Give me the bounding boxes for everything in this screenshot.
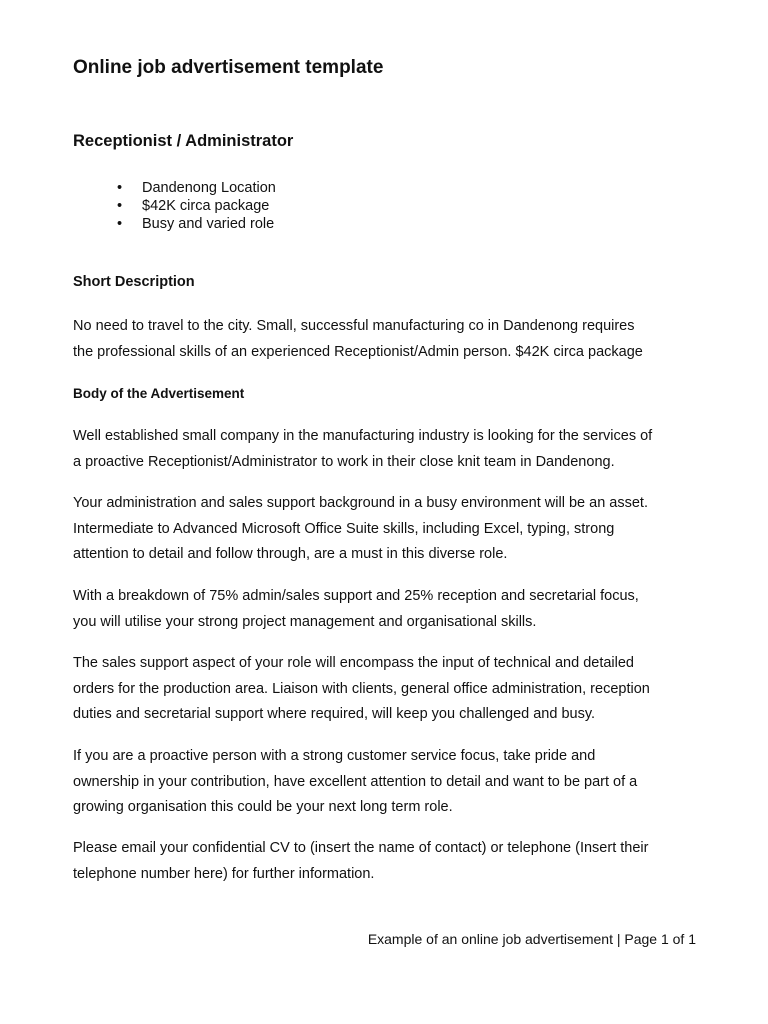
bullet-icon: •	[117, 198, 123, 214]
text-line: the professional skills of an experienced Receptionist/Admin person. $42K circa package	[73, 343, 643, 360]
body-paragraph	[73, 491, 703, 568]
text-line: Well established small company in the manufacturing industry is looking for the services of	[73, 428, 653, 444]
text-line: The sales support aspect of your role will encompass the input of technical and detailed	[73, 655, 634, 671]
highlight-item	[73, 215, 276, 233]
job-highlights-list	[73, 179, 276, 233]
text-line: attention to detail and follow through, are a must in this diverse role.	[73, 546, 508, 562]
body-paragraph	[73, 836, 703, 887]
body-heading: Body of the Advertisement	[73, 386, 245, 401]
text-line: you will utilise your strong project management and organisational skills.	[73, 613, 537, 630]
text-line: Intermediate to Advanced Microsoft Office Suite skills, including Excel, typing, strong	[73, 520, 615, 537]
body-paragraph	[73, 744, 703, 821]
text-line: If you are a proactive person with a strong customer service focus, take pride and	[73, 748, 596, 764]
bullet-icon: •	[117, 180, 123, 196]
highlight-text: Dandenong Location	[142, 180, 276, 196]
document-title: Online job advertisement template	[73, 57, 384, 78]
body-paragraph	[73, 584, 703, 635]
body-paragraph	[73, 424, 703, 475]
highlight-item	[73, 179, 276, 197]
page-footer: Example of an online job advertisement | Page 1 of 1	[367, 931, 696, 947]
highlight-text: Busy and varied role	[142, 216, 275, 232]
short-description-paragraph	[73, 314, 703, 365]
job-title: Receptionist / Administrator	[73, 132, 294, 150]
text-line: orders for the production area. Liaison with clients, general office administration, reception	[73, 680, 650, 697]
body-paragraph	[73, 651, 703, 728]
short-description-heading: Short Description	[73, 274, 195, 290]
highlight-item	[73, 197, 276, 215]
text-line: With a breakdown of 75% admin/sales support and 25% reception and secretarial focus,	[73, 588, 639, 604]
text-line: a proactive Receptionist/Administrator to work in their close knit team in Dandenong.	[73, 453, 615, 470]
text-line: Your administration and sales support background in a busy environment will be an asset.	[73, 495, 648, 511]
text-line: ownership in your contribution, have excellent attention to detail and want to be part of a	[73, 773, 638, 790]
text-line: No need to travel to the city. Small, successful manufacturing co in Dandenong requires	[73, 318, 635, 334]
text-line: growing organisation this could be your next long term role.	[73, 799, 453, 815]
text-line: duties and secretarial support where required, will keep you challenged and busy.	[73, 706, 596, 722]
highlight-text: $42K circa package	[142, 198, 270, 214]
text-line: telephone number here) for further information.	[73, 865, 375, 882]
text-line: Please email your confidential CV to (insert the name of contact) or telephone (Insert their	[73, 840, 649, 856]
bullet-icon: •	[117, 216, 123, 232]
